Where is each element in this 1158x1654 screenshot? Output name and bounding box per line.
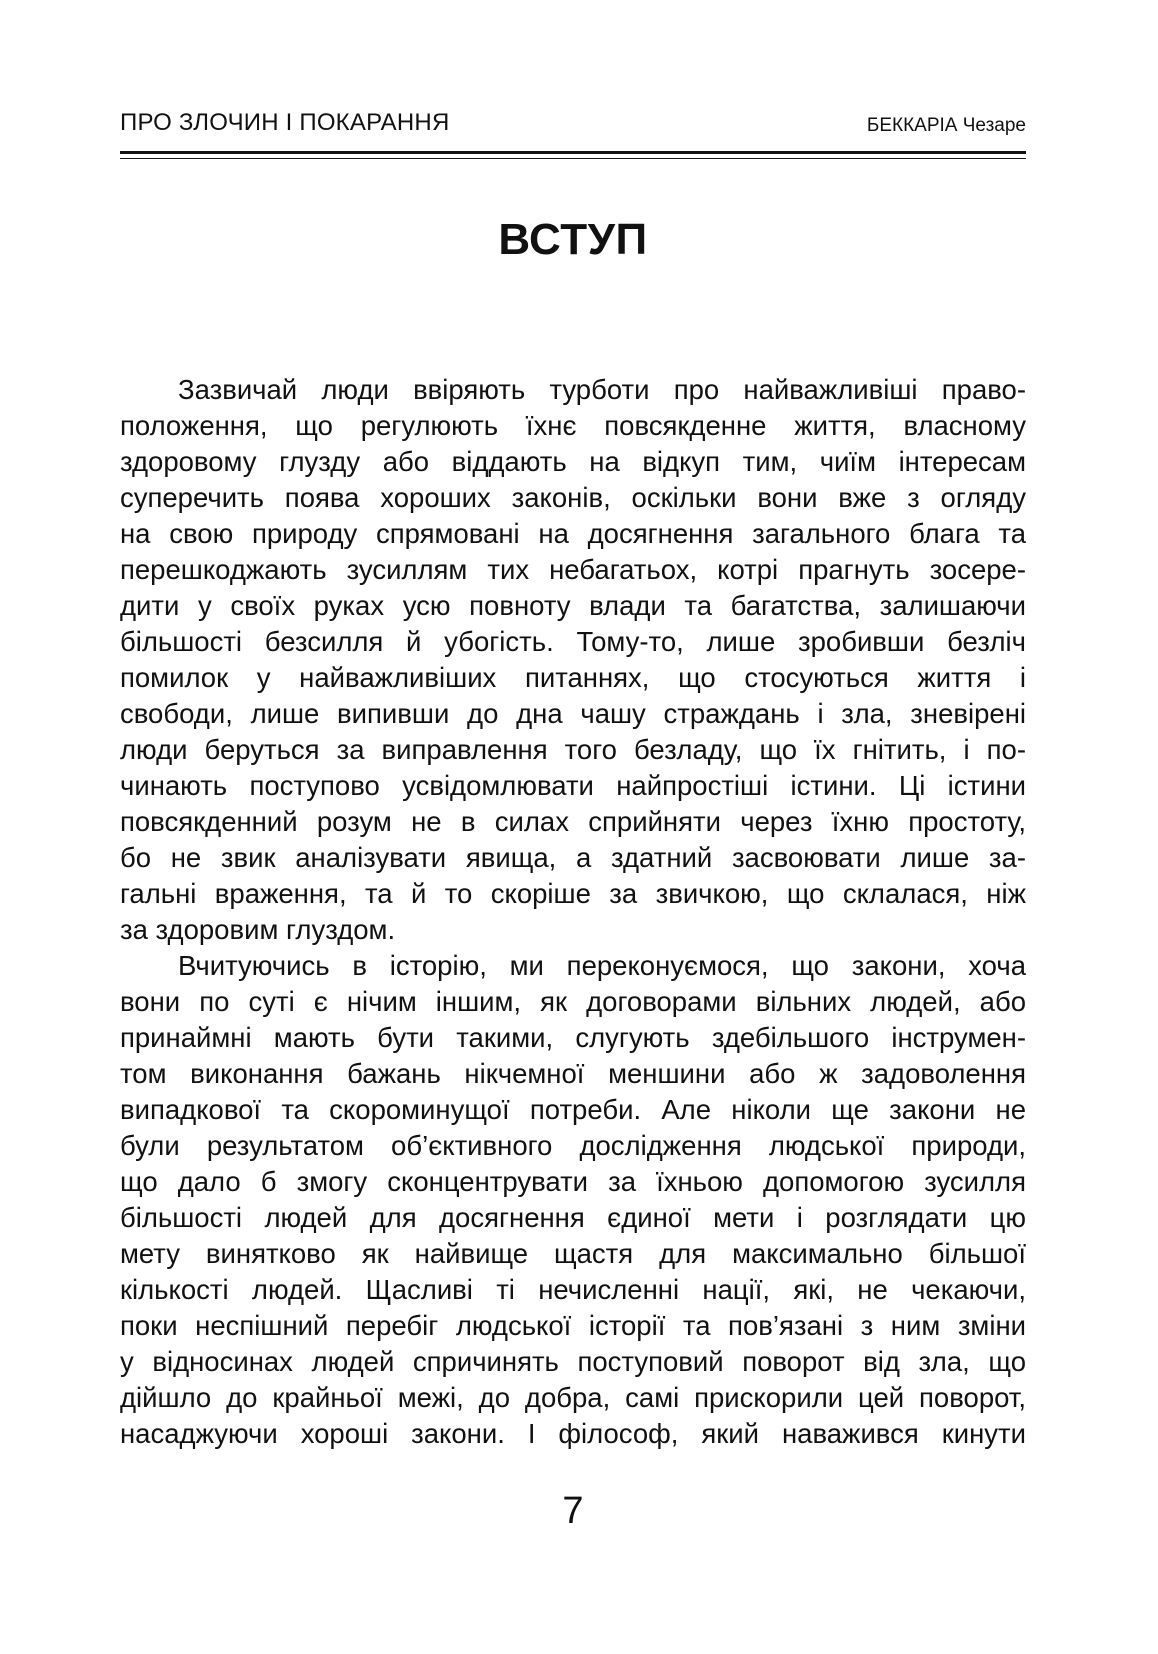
text-line: суперечить поява хороших законів, оскільки вони вже з огляду	[120, 482, 1026, 513]
text-line: гальні враження, та й то скоріше за звичкою, що склалася, ніж	[120, 878, 1026, 909]
text-line: помилок у найважливіших питаннях, що стосуються життя і	[120, 662, 1026, 693]
body-text	[120, 372, 1026, 1452]
text-line: том виконання бажань нікчемної меншини або ж задоволення	[120, 1058, 1026, 1089]
text-line: вони по суті є нічим іншим, як договорами вільних людей, або	[120, 986, 1026, 1017]
text-line: поки неспішний перебіг людської історії та пов’язані з ним зміни	[120, 1310, 1026, 1341]
chapter-title: ВСТУП	[498, 215, 648, 264]
text-line: насаджуючи хороші закони. І філософ, який наважився кинути	[120, 1418, 1026, 1449]
text-line: дити у своїх руках усю повноту влади та багатства, залишаючи	[120, 590, 1026, 621]
text-line: свободи, лише випивши до дна чашу страждань і зла, зневірені	[120, 698, 1026, 729]
running-header	[120, 108, 1026, 138]
text-line: більшості безсилля й убогість. Тому-то, лише зробивши безліч	[120, 626, 1026, 657]
text-line: у відносинах людей спричинять поступовий поворот від зла, що	[120, 1346, 1026, 1377]
text-line: більшості людей для досягнення єдиної мети і розглядати цю	[120, 1202, 1026, 1233]
page-number: 7	[562, 1490, 584, 1532]
header-rule-thin	[120, 158, 1026, 159]
text-line: дійшло до крайньої межі, до добра, самі прискорили цей поворот,	[120, 1382, 1026, 1413]
book-author: БЕККАРІА Чезаре	[866, 115, 1026, 136]
text-line: люди беруться за виправлення того безладу, що їх гнітить, і по-	[120, 734, 1026, 765]
book-title: ПРО ЗЛОЧИН І ПОКАРАННЯ	[120, 109, 450, 136]
text-line: кількості людей. Щасливі ті нечисленні нації, які, не чекаючи,	[120, 1274, 1026, 1305]
text-line: на свою природу спрямовані на досягнення загального блага та	[120, 518, 1026, 549]
text-line: здоровому глузду або віддають на відкуп тим, чиїм інтересам	[120, 446, 1026, 477]
text-line: перешкоджають зусиллям тих небагатьох, котрі прагнуть зосере-	[120, 554, 1026, 585]
text-line: Зазвичай люди ввіряють турботи про найважливіші право-	[178, 374, 1026, 405]
text-line: бо не звик аналізувати явища, а здатний засвоювати лише за-	[120, 842, 1026, 873]
text-line: положення, що регулюють їхнє повсякденне життя, власному	[120, 410, 1026, 441]
text-line: за здоровим глуздом.	[120, 914, 396, 945]
text-line: випадкової та скороминущої потреби. Але ніколи ще закони не	[120, 1094, 1026, 1125]
text-line: були результатом об’єктивного дослідження людської природи,	[120, 1130, 1026, 1161]
header-rule-thick	[120, 151, 1026, 154]
text-line: Вчитуючись в історію, ми переконуємося, що закони, хоча	[178, 950, 1026, 981]
text-line: що дало б змогу сконцентрувати за їхньою допомогою зусилля	[120, 1166, 1026, 1197]
text-line: повсякденний розум не в силах сприйняти через їхню простоту,	[120, 806, 1026, 837]
text-line: принаймні мають бути такими, слугують здебільшого інструмен-	[120, 1022, 1026, 1053]
text-line: чинають поступово усвідомлювати найпростіші істини. Ці істини	[120, 770, 1026, 801]
text-line: мету винятково як найвище щастя для максимально більшої	[120, 1238, 1026, 1269]
